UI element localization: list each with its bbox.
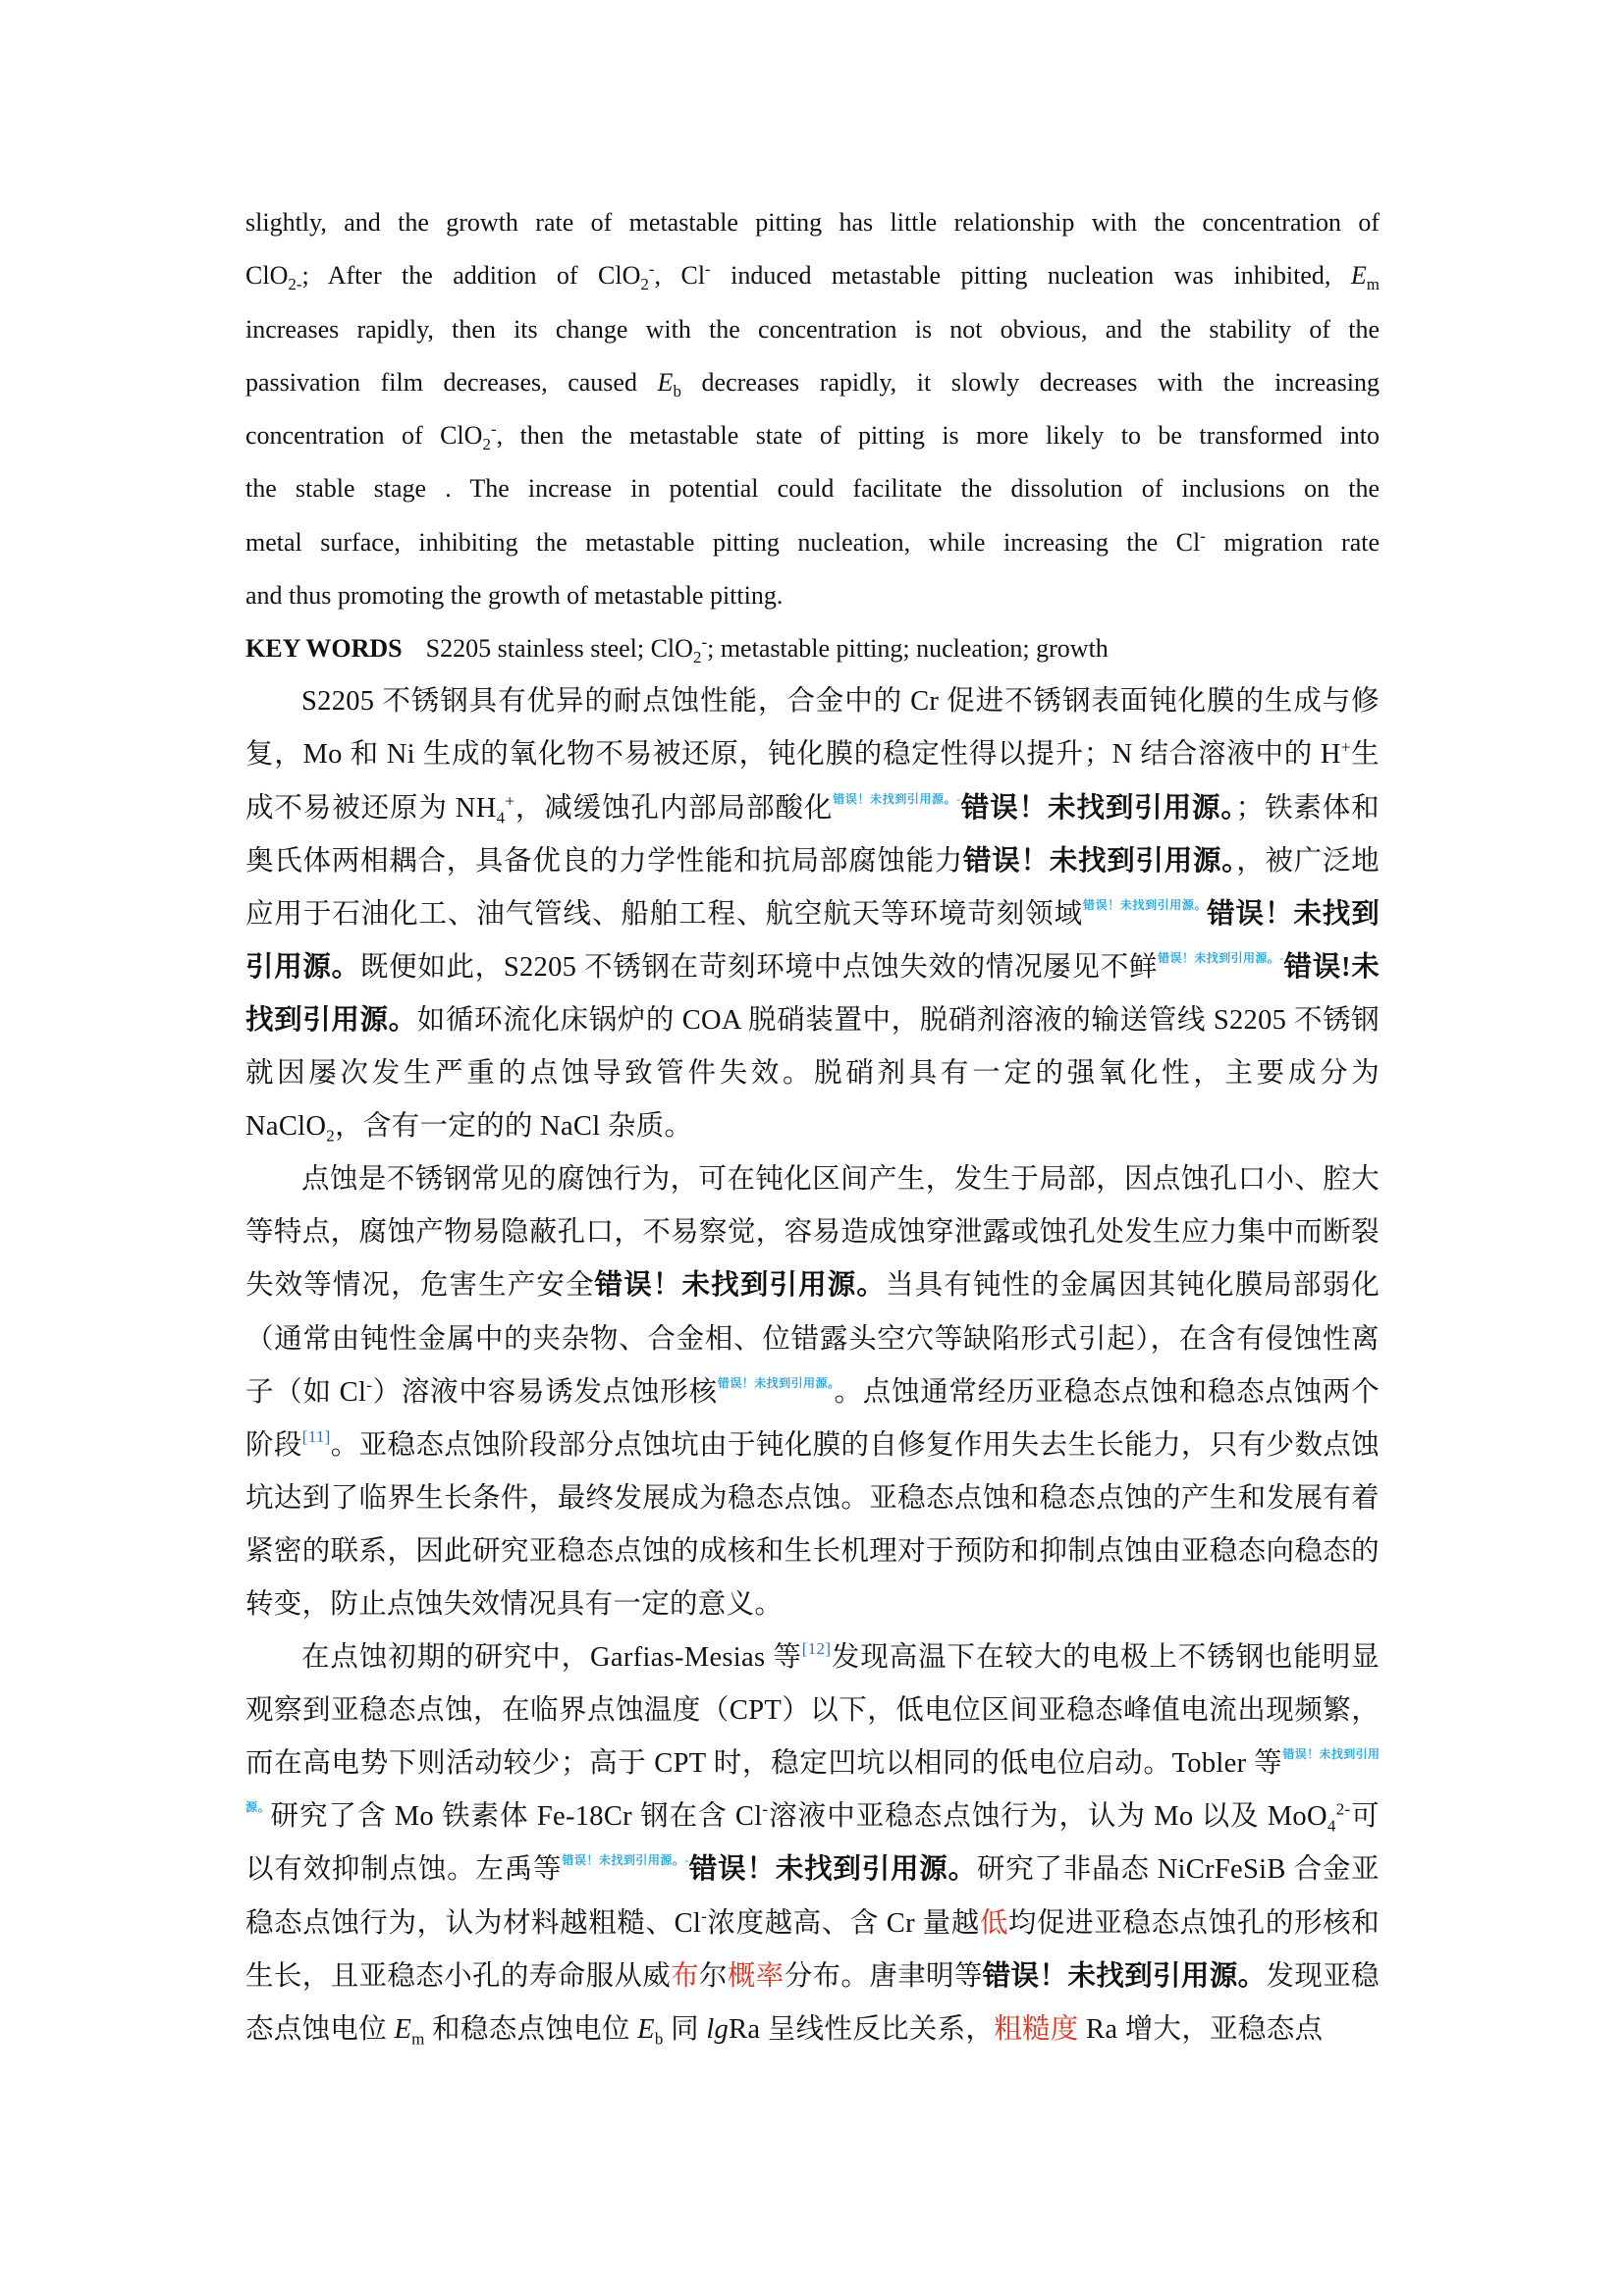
abstract-line: and thus promoting the growth of metastable pitting. [245, 581, 784, 611]
citation-error: 错误！未找到引用源。 [982, 1960, 1267, 1992]
citation-error-small: 错误！未找到引用源。 [1082, 897, 1208, 912]
document-body [245, 196, 1380, 2056]
abstract-block [245, 196, 1380, 622]
abstract-line: increases rapidly, then its change with the concentration is not obvious, and the stability of the [245, 314, 1380, 344]
abstract-line: the stable stage . The increase in potential could facilitate the dissolution of inclusions on the [245, 474, 1380, 504]
paragraph-research: 在点蚀初期的研究中，Garfias-Mesias 等[12]发现高温下在较大的电极上不锈钢也能明显观察到亚稳态点蚀，在临界点蚀温度（CPT）以下，低电位区间亚稳态峰值电流出现频繁，而在高电势下则活动较少；高于 CPT 时，稳定凹坑以相同的低电位启动。Tobler 等$^{错误!未找到引用源。}$研究了含 Mo 铁素体 Fe-18Cr 钢在含 Cl-溶液中亚稳态点蚀行为，认为 Mo 以及 MoO$_4^{2-}$可以有效抑制点蚀。左禹等$^{错误!未找到引用源。-}$错误！未找到引用源。研究了非晶态 NiCrFeSiB 合金亚稳态点蚀行为，认为材料越粗糙、Cl-浓度越高、含 Cr 量越低均促进亚稳态点蚀孔的形核和生长，且亚稳态小孔的寿命服从威布尔概率分布。唐聿明等错误！未找到引用源。发现亚稳态点蚀电位 $E_m$ 和稳态点蚀电位 $E_b$ 同 lgRa 呈线性反比关系，粗糙度 Ra 增大，亚稳态点 [245, 1639, 1380, 2049]
citation-error-small: 错误！未找到引用源。- [833, 791, 961, 806]
reference-link[interactable]: [11] [301, 1426, 331, 1446]
abstract-line: passivation film decreases, caused $E_b$ decreases rapidly, it slowly decreases with the increasing [245, 367, 1380, 401]
citation-error-small: 错误！未找到引用源。 [245, 1747, 1380, 1815]
reference-link[interactable]: [12] [801, 1639, 832, 1659]
keywords: KEY WORDS S2205 stainless steel; ClO$_2$-; metastable pitting; nucleation; growth [245, 632, 1109, 667]
abstract-line: slightly, and the growth rate of metastable pitting has little relationship with the concentration of [245, 208, 1380, 237]
citation-error: 错误！未找到引用源。 [245, 898, 1380, 983]
citation-error-small: 错误！未找到引用源。- [1158, 950, 1284, 965]
citation-error-small: 错误！未找到引用源。- [562, 1853, 689, 1868]
paragraph-pitting: 点蚀是不锈钢常见的腐蚀行为，可在钝化区间产生，发生于局部，因点蚀孔口小、腔大等特点，腐蚀产物易隐蔽孔口，不易察觉，容易造成蚀穿泄露或蚀孔处发生应力集中而断裂失效等情况，危害生产安全错误！未找到引用源。当具有钝性的金属因其钝化膜局部弱化（通常由钝性金属中的夹杂物、合金相、位错露头空穴等缺陷形式引起），在含有侵蚀性离子（如 Cl-）溶液中容易诱发点蚀形核$^{错误!未找到引用源。}$。点蚀通常经历亚稳态点蚀和稳态点蚀两个阶段[11]。亚稳态点蚀阶段部分点蚀坑由于钝化膜的自修复作用失去生长能力，只有少数点蚀坑达到了临界生长条件，最终发展成为稳态点蚀。亚稳态点蚀和稳态点蚀的产生和发展有着紧密的联系，因此研究亚稳态点蚀的成核和生长机理对于预防和抑制点蚀由亚稳态向稳态的转变，防止点蚀失效情况具有一定的意义。 [245, 1164, 1380, 1620]
abstract-line: ClO$_{2-}$; After the addition of ClO$_2$-, Cl- induced metastable pitting nucleation was inhibited, $E_m$ [245, 259, 1380, 294]
citation-error: 错误！未找到引用源。 [960, 792, 1236, 824]
tracked-change: 低 [979, 1907, 1008, 1939]
citation-error: 错误！未找到引用源。 [963, 845, 1237, 877]
keywords-label: KEY WORDS [245, 634, 403, 664]
tracked-change: 布 [671, 1960, 699, 1992]
paragraph-intro: S2205 不锈钢具有优异的耐点蚀性能，合金中的 Cr 促进不锈钢表面钝化膜的生成与修复，Mo 和 Ni 生成的氧化物不易被还原，钝化膜的稳定性得以提升；N 结合溶液中的 H+生成不易被还原为 $NH_4^+$，减缓蚀孔内部局部酸化$^{错误!未找到引用源。-}$错误！未找到引用源。；铁素体和奥氏体两相耦合，具备优良的力学性能和抗局部腐蚀能力错误！未找到引用源。，被广泛地应用于石油化工、油气管线、船舶工程、航空航天等环境苛刻领域$^{错误!未找到引用源。}$错误！未找到引用源。既便如此，S2205 不锈钢在苛刻环境中点蚀失效的情况屡见不鲜$^{错误!未找到引用源。-}$错误!未找到引用源。如循环流化床锅炉的 COA 脱硝装置中，脱硝剂溶液的输送管线 S2205 不锈钢就因屡次发生严重的点蚀导致管件失效。脱硝剂具有一定的强氧化性，主要成分为 NaClO$_2$，含有一定的的 NaCl 杂质。 [245, 686, 1380, 1146]
citation-error: 错误！未找到引用源。 [594, 1270, 887, 1302]
citation-error: 错误!未找到引用源。 [245, 951, 1380, 1036]
abstract-line: concentration of ClO$_2$-, then the metastable state of pitting is more likely to be transformed into [245, 419, 1380, 454]
citation-error-small: 错误！未找到引用源。 [717, 1375, 835, 1390]
tracked-change: 概率 [727, 1960, 785, 1992]
tracked-change: 粗糙度 [994, 2013, 1079, 2045]
citation-error: 错误！未找到引用源。 [688, 1854, 977, 1886]
abstract-line: metal surface, inhibiting the metastable pitting nucleation, while increasing the Cl- migration rate [245, 526, 1380, 557]
